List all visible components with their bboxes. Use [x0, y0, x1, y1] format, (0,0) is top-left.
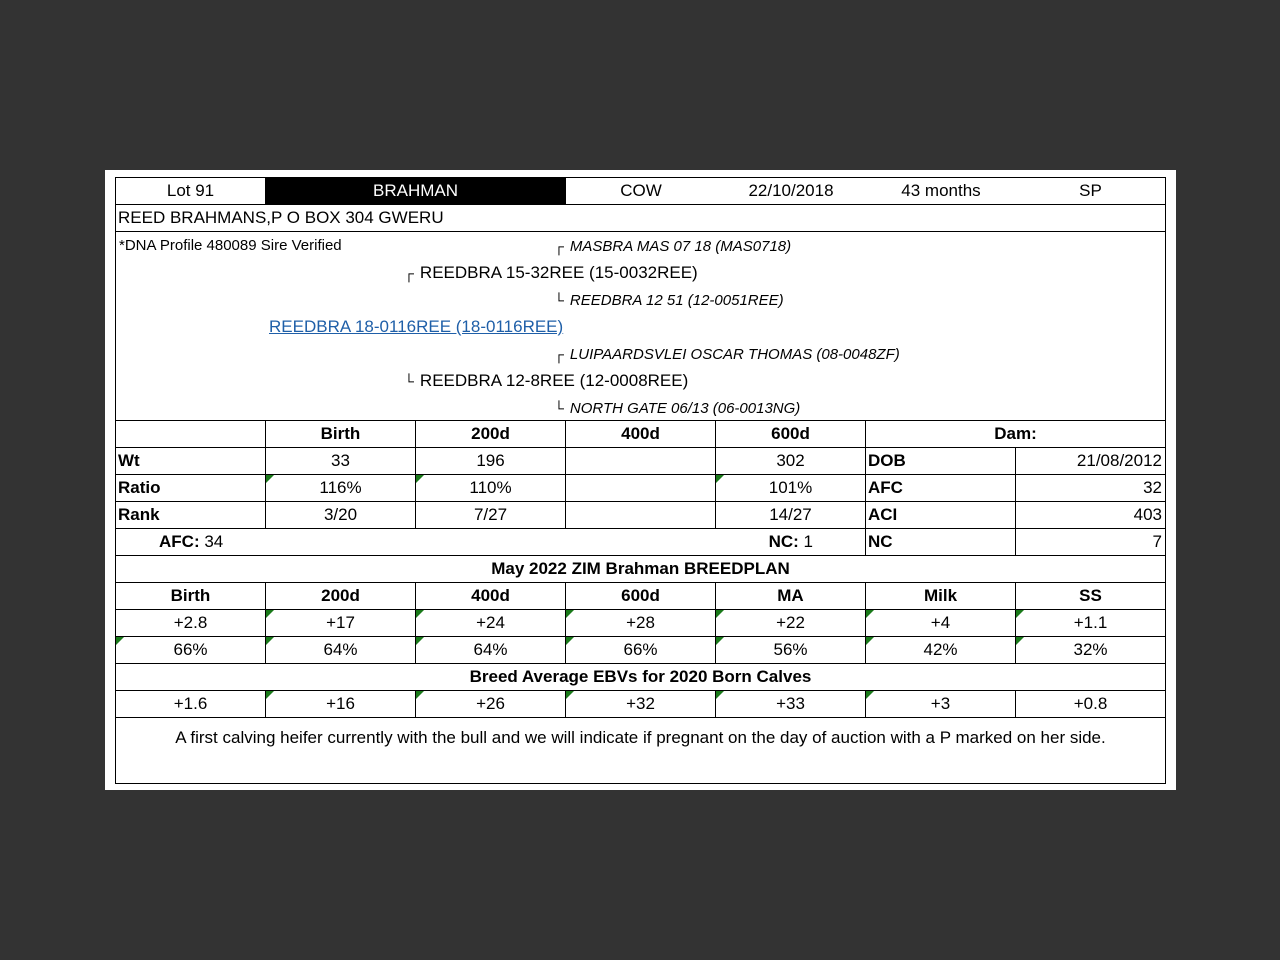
- acc-birth: 66%: [116, 637, 266, 664]
- bracket-bottom-icon: └: [554, 400, 564, 416]
- dam-dam: [554, 398, 800, 419]
- animal-link[interactable]: REEDBRA 18-0116REE (18-0116REE): [269, 317, 564, 336]
- sire-sire-name: MASBRA MAS 07 18 (MAS0718): [569, 238, 792, 255]
- ebv-600d: +28: [566, 610, 716, 637]
- perf-header-200d: 200d: [416, 421, 566, 448]
- sex-label: COW: [566, 178, 716, 205]
- dam-dob-value: 21/08/2012: [1016, 448, 1165, 475]
- bracket-bottom-icon: └: [404, 373, 414, 389]
- breed-average-title: Breed Average EBVs for 2020 Born Calves: [116, 664, 1165, 691]
- bracket-bottom-icon: └: [554, 292, 564, 308]
- ebv-200d: +17: [266, 610, 416, 637]
- breedplan-title: May 2022 ZIM Brahman BREEDPLAN: [116, 556, 1165, 583]
- ebv-header-400d: 400d: [416, 583, 566, 610]
- ebv-milk: +4: [866, 610, 1016, 637]
- dam-aci-label: ACI: [866, 502, 1016, 529]
- lot-card: [115, 177, 1166, 784]
- owner-address: REED BRAHMANS,P O BOX 304 GWERU: [116, 205, 1165, 232]
- dam-header: Dam:: [866, 421, 1165, 448]
- wt-600d: 302: [716, 448, 866, 475]
- wt-200d: 196: [416, 448, 566, 475]
- avg-200d: +16: [266, 691, 416, 718]
- lot-note: A first calving heifer currently with the bull and we will indicate if pregnant on the day of auction with a P marked on her side.: [175, 728, 1106, 747]
- dam-afc-label: AFC: [866, 475, 1016, 502]
- wt-400d: [566, 448, 716, 475]
- breed-label: BRAHMAN: [266, 178, 566, 205]
- birth-date: 22/10/2018: [716, 178, 866, 205]
- row-label-rank: Rank: [116, 502, 266, 529]
- row-label-ratio: Ratio: [116, 475, 266, 502]
- perf-corner: [116, 421, 266, 448]
- sire-sire: [554, 236, 791, 257]
- dam-sire: [554, 344, 900, 365]
- dam-afc-value: 32: [1016, 475, 1165, 502]
- acc-600d: 66%: [566, 637, 716, 664]
- ebv-ss: +1.1: [1016, 610, 1165, 637]
- wt-birth: 33: [266, 448, 416, 475]
- dam: [404, 371, 688, 391]
- animal-afc-nc-row: [116, 529, 866, 556]
- dam-name: REEDBRA 12-8REE (12-0008REE): [419, 371, 689, 390]
- dam-nc-label: NC: [866, 529, 1016, 556]
- avg-milk: +3: [866, 691, 1016, 718]
- dam-dob-label: DOB: [866, 448, 1016, 475]
- perf-header-600d: 600d: [716, 421, 866, 448]
- code: SP: [1016, 178, 1165, 205]
- row-label-wt: Wt: [116, 448, 266, 475]
- avg-600d: +32: [566, 691, 716, 718]
- dam-nc-value: 7: [1016, 529, 1165, 556]
- dam-dam-name: NORTH GATE 06/13 (06-0013NG): [569, 400, 801, 417]
- rank-200d: 7/27: [416, 502, 566, 529]
- rank-birth: 3/20: [266, 502, 416, 529]
- bracket-top-icon: ┌: [554, 238, 564, 254]
- ebv-birth: +2.8: [116, 610, 266, 637]
- avg-ss: +0.8: [1016, 691, 1165, 718]
- catalogue-sheet: [105, 170, 1176, 790]
- acc-milk: 42%: [866, 637, 1016, 664]
- rank-600d: 14/27: [716, 502, 866, 529]
- ebv-header-milk: Milk: [866, 583, 1016, 610]
- acc-400d: 64%: [416, 637, 566, 664]
- acc-ss: 32%: [1016, 637, 1165, 664]
- dna-profile: *DNA Profile 480089 Sire Verified: [119, 237, 342, 254]
- avg-birth: +1.6: [116, 691, 266, 718]
- perf-header-400d: 400d: [566, 421, 716, 448]
- ebv-header-600d: 600d: [566, 583, 716, 610]
- ebv-header-ma: MA: [716, 583, 866, 610]
- rank-400d: [566, 502, 716, 529]
- ratio-200d: 110%: [416, 475, 566, 502]
- afc-group: [159, 529, 223, 554]
- acc-ma: 56%: [716, 637, 866, 664]
- ebv-400d: +24: [416, 610, 566, 637]
- ratio-birth: 116%: [266, 475, 416, 502]
- ratio-400d: [566, 475, 716, 502]
- pedigree-block: [116, 232, 1165, 421]
- nc-group: [769, 529, 813, 554]
- acc-200d: 64%: [266, 637, 416, 664]
- avg-ma: +33: [716, 691, 866, 718]
- lot-number: Lot 91: [116, 178, 266, 205]
- dam-aci-value: 403: [1016, 502, 1165, 529]
- nc-label: NC:: [768, 532, 799, 551]
- bracket-top-icon: ┌: [554, 346, 564, 362]
- afc-value: 34: [204, 532, 224, 551]
- perf-header-birth: Birth: [266, 421, 416, 448]
- ratio-600d: 101%: [716, 475, 866, 502]
- sire: [404, 263, 698, 283]
- dam-sire-name: LUIPAARDSVLEI OSCAR THOMAS (08-0048ZF): [569, 346, 900, 363]
- ebv-ma: +22: [716, 610, 866, 637]
- sire-dam-name: REEDBRA 12 51 (12-0051REE): [569, 292, 784, 309]
- bracket-top-icon: ┌: [404, 265, 414, 281]
- ebv-header-ss: SS: [1016, 583, 1165, 610]
- nc-value: 1: [803, 532, 813, 551]
- sire-dam: [554, 290, 784, 311]
- avg-400d: +26: [416, 691, 566, 718]
- afc-label: AFC:: [159, 532, 200, 551]
- age: 43 months: [866, 178, 1016, 205]
- sire-name: REEDBRA 15-32REE (15-0032REE): [419, 263, 698, 282]
- ebv-header-birth: Birth: [116, 583, 266, 610]
- ebv-header-200d: 200d: [266, 583, 416, 610]
